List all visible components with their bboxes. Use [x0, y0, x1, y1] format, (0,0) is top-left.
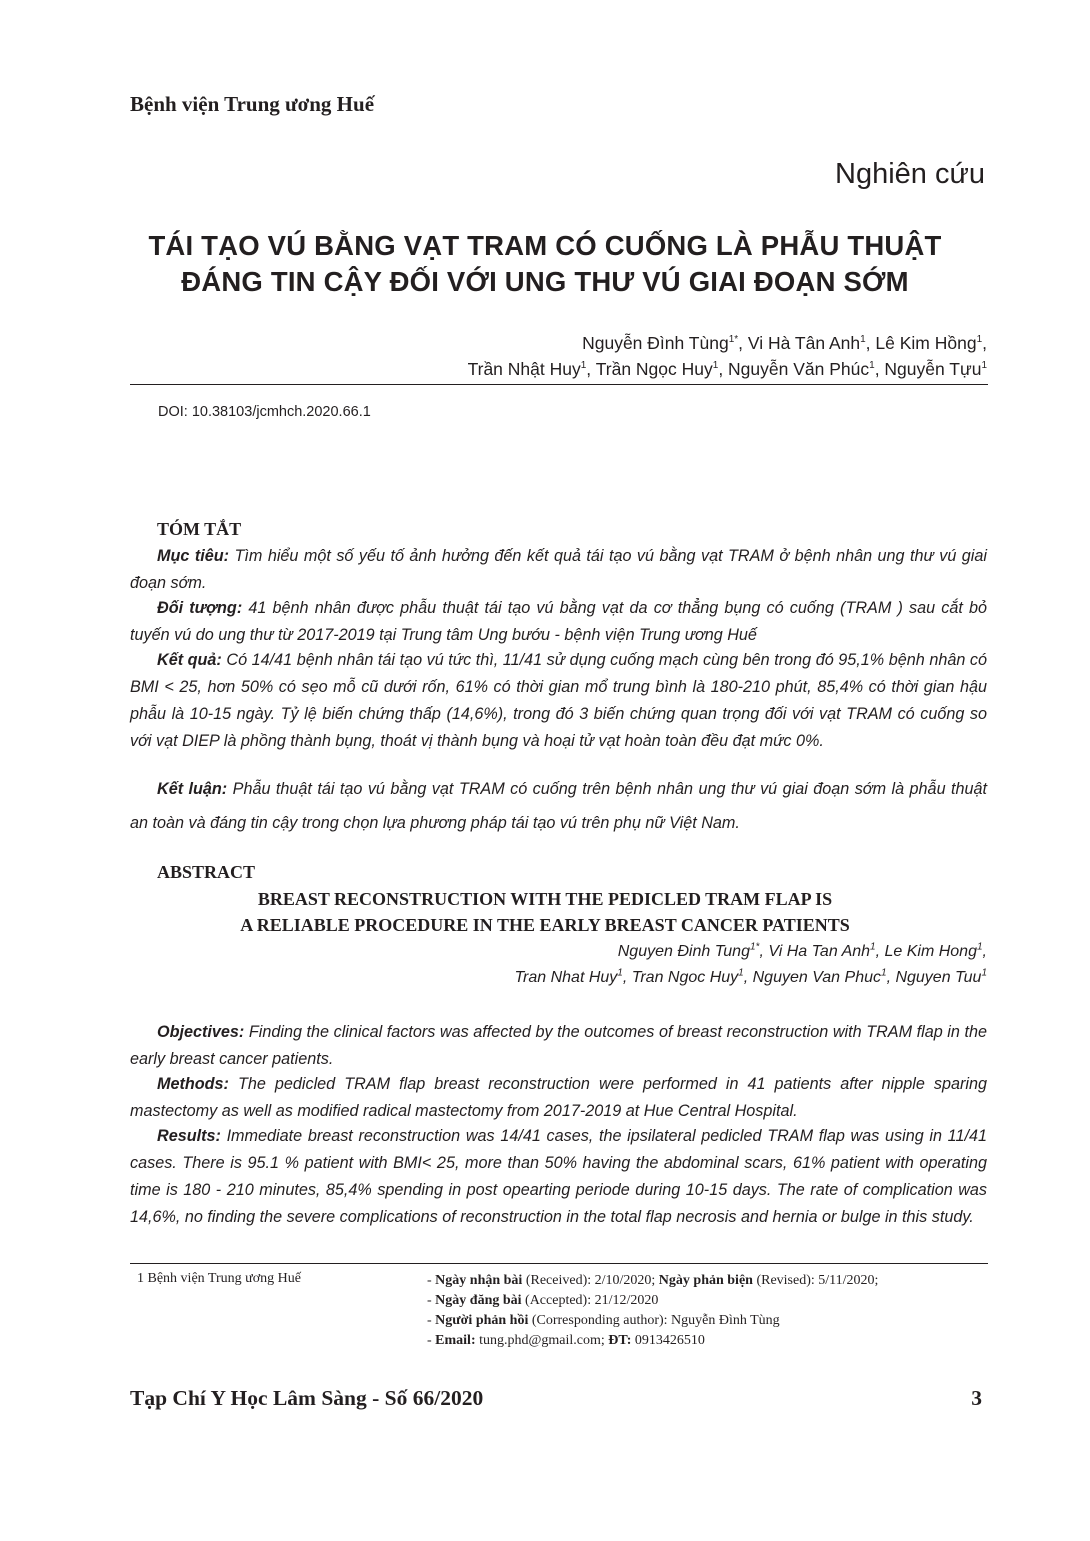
author-name: Vi Hà Tân Anh — [747, 333, 861, 353]
summary-objective: Mục tiêu: Tìm hiểu một số yếu tố ảnh hưởng đến kết quả tái tạo vú bằng vạt TRAM ở bệnh nhân ung thư vú giai đoạn sớm. — [130, 547, 988, 592]
author-name: Lê Kim Hồng — [875, 333, 977, 353]
author-name: Tran Ngoc Huy — [631, 969, 739, 986]
author-name: Nguyễn Tựu — [884, 359, 982, 379]
english-title — [0, 886, 1090, 938]
title-line-2: ĐÁNG TIN CẬY ĐỐI VỚI UNG THƯ VÚ GIAI ĐOẠN SỚM — [181, 266, 909, 297]
footnote-accepted-line: - Ngày đăng bài (Accepted): 21/12/2020 — [427, 1293, 659, 1308]
author-name: Nguyen Tuu — [895, 969, 982, 986]
running-header: Bệnh viện Trung ương Huế — [130, 92, 375, 116]
footnote-article-info — [427, 1271, 878, 1351]
author-name: Nguyen Đinh Tung — [617, 943, 750, 960]
summary-conclusion: Kết luận: Phẫu thuật tái tạo vú bằng vạt TRAM có cuống trên bệnh nhân ung thư vú giai đoạn sớm là phẫu thuật an toàn và đáng tin cậy trong chọn lựa phương pháp tái tạo vú trên phụ nữ Việt Nam. — [130, 780, 988, 832]
author-name: Nguyễn Văn Phúc — [728, 359, 870, 379]
author-name: Vi Ha Tan Anh — [768, 943, 871, 960]
author-name: Le Kim Hong — [884, 943, 977, 960]
divider — [130, 384, 988, 385]
author-name: Nguyễn Đình Tùng — [582, 333, 729, 353]
author-name: Nguyen Van Phuc — [752, 969, 881, 986]
abstract-results: Results: Immediate breast reconstruction was 14/41 cases, the ipsilateral pedicled TRAM flap was using in 11/41 cases. There is 95.1 % patient with BMI< 25, more than 50% having the abdominal scars, 61% patient with operating time is 180 - 210 minutes, 85,4% spending in post opearting periode during 10-15 days. The rate of complication was 14,6%, no finding the severe complications of reconstruction in the total flap necrosis and hernia or bulge in this study. — [130, 1127, 987, 1226]
authors-english — [514, 939, 987, 991]
authors-vietnamese — [468, 330, 987, 382]
authors-en-line-2: Tran Nhat Huy$^1$, Tran Ngoc Huy$^1$, Nguyen Van Phuc$^1$, Nguyen Tuu$^1$ — [514, 967, 987, 986]
section-label: Nghiên cứu — [835, 158, 985, 190]
footnote-corresponding-line: - Người phản hồi (Corresponding author): Nguyễn Đình Tùng — [427, 1313, 780, 1328]
footnote-dates-line: - Ngày nhận bài (Received): 2/10/2020; Ngày phản biện (Revised): 5/11/2020; — [427, 1273, 879, 1288]
title-line-1: TÁI TẠO VÚ BẰNG VẠT TRAM CÓ CUỐNG LÀ PHẪU THUẬT — [148, 230, 942, 261]
article-title — [0, 228, 1090, 300]
abstract-objectives: Objectives: Finding the clinical factors was affected by the outcomes of breast reconstruction with TRAM flap in the early breast cancer patients. — [130, 1023, 987, 1068]
author-name: Trần Ngọc Huy — [595, 359, 713, 379]
english-title-line-1: BREAST RECONSTRUCTION WITH THE PEDICLED TRAM FLAP IS — [257, 889, 833, 909]
authors-en-line-1: Nguyen Đinh Tung$^{1*}$, Vi Ha Tan Anh$^1$, Le Kim Hong$^1$, — [617, 941, 987, 960]
summary-results: Kết quả: Có 14/41 bệnh nhân tái tạo vú tức thì, 11/41 sử dụng cuống mạch cùng bên trong đó 95,1% bệnh nhân có BMI < 25, hơn 50% có sẹo mỗ cũ dưới rốn, 61% có thời gian mổ trung bình là 180-210 phút, 85,4% có thời gian hậu phẫu là 10-15 ngày. Tỷ lệ biến chứng thấp (14,6%), trong đó 3 biến chứng quan trọng đối với vạt TRAM có cuống so với vạt DIEP là phồng thành bụng, thoát vị thành bụng và hoại tử vạt hoàn toàn đều đạt mức 0%. — [130, 651, 988, 750]
footnote-affiliation: 1 Bệnh viện Trung ương Huế — [137, 1271, 301, 1286]
english-title-line-2: A RELIABLE PROCEDURE IN THE EARLY BREAST CANCER PATIENTS — [240, 915, 850, 935]
email-link[interactable]: tung.phd@gmail.com; — [479, 1333, 605, 1348]
footnote-contact-line: - Email: tung.phd@gmail.com; ĐT: 0913426510 — [427, 1333, 705, 1348]
summary-heading: TÓM TẮT — [157, 519, 242, 539]
page-number: 3 — [971, 1386, 982, 1410]
footnote-divider — [130, 1263, 988, 1264]
authors-line-1: Nguyễn Đình Tùng$^{1*}$, Vi Hà Tân Anh$^1$, Lê Kim Hồng$^1$, — [582, 333, 987, 353]
summary-subjects: Đối tượng: 41 bệnh nhân được phẫu thuật tái tạo vú bằng vạt da cơ thẳng bụng có cuống (TRAM ) sau cắt bỏ tuyến vú do ung thư từ 2017-2019 tại Trung tâm Ung bướu - bệnh viện Trung ương Huế — [130, 599, 987, 644]
journal-footer: Tạp Chí Y Học Lâm Sàng - Số 66/2020 — [130, 1386, 484, 1410]
doi[interactable]: DOI: 10.38103/jcmhch.2020.66.1 — [158, 404, 371, 420]
abstract-heading: ABSTRACT — [157, 862, 256, 882]
author-name: Trần Nhật Huy — [467, 359, 581, 379]
abstract-methods: Methods: The pedicled TRAM flap breast reconstruction were performed in 41 patients after nipple sparing mastectomy as well as modified radical mastectomy from 2017-2019 at Hue Central Hospital. — [130, 1075, 987, 1120]
author-name: Tran Nhat Huy — [514, 969, 618, 986]
authors-line-2: Trần Nhật Huy$^1$, Trần Ngọc Huy$^1$, Nguyễn Văn Phúc$^1$, Nguyễn Tựu$^1$ — [467, 359, 987, 379]
